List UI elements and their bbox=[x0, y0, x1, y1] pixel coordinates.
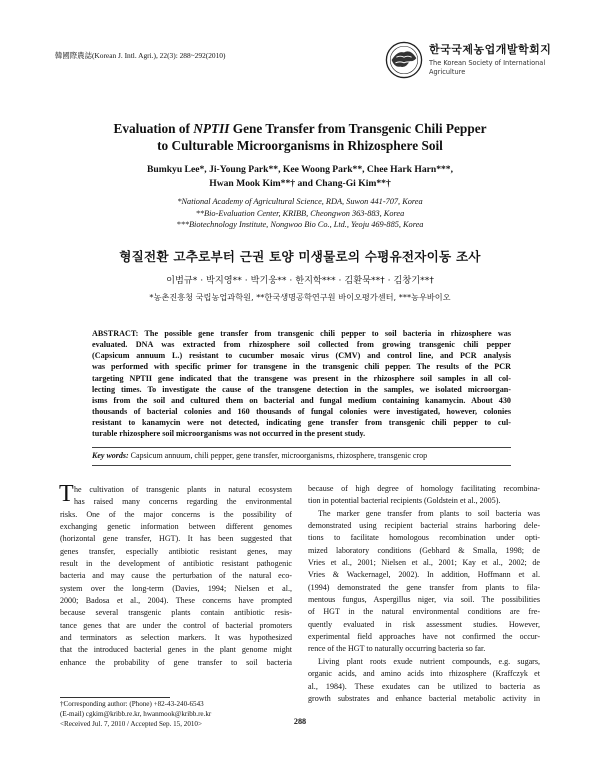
author-email: (E-mail) cgkim@kribb.re.kr, hwanmook@kribb.re.kr bbox=[60, 709, 212, 718]
abstract-line: was performed with specific primer for transgene in the transgenic chili pepper. The results of the PCR bbox=[92, 362, 511, 372]
abstract-line: isms from the soil and cultured them on bacterial and fungal medium containing kanamycin. About 430 bbox=[92, 395, 511, 405]
society-name-english-line2: Agriculture bbox=[429, 68, 466, 76]
korean-affiliations: *농촌진흥청 국립농업과학원, **한국생명공학연구원 바이오평가센터, ***농우바이오 bbox=[149, 292, 451, 302]
body-line: and terminators as selection markers. It was hypothesized bbox=[60, 633, 292, 643]
keywords bbox=[92, 451, 511, 460]
page-number: 288 bbox=[293, 717, 307, 726]
authors-line2: Hwan Mook Kim**† and Chang-Gi Kim**† bbox=[209, 178, 391, 189]
corresponding-author: †Corresponding author: (Phone) +82-43-240-6543 bbox=[60, 700, 204, 708]
drop-cap: T bbox=[59, 481, 74, 507]
body-column-left bbox=[59, 481, 292, 669]
body-line: (1994) demonstrated the gene transfer from plants to fila- bbox=[308, 582, 540, 592]
keywords-rule-bottom bbox=[92, 465, 511, 466]
body-line: that the introduced bacterial genes in the plant genome might bbox=[60, 645, 292, 655]
body-line: because of high degree of homology facilitating recombina- bbox=[308, 484, 540, 493]
body-line: mized laboratory conditions (Gebhard & Smalla, 1998; de bbox=[308, 545, 540, 555]
author-list bbox=[40, 163, 560, 191]
body-line: organic acids, and amino acids into rhizosphere (Kraffczyk et bbox=[308, 669, 540, 679]
body-line: system over the long-term (Davies, 1994; Nielsen et al., bbox=[60, 583, 292, 593]
affiliation-2: **Bio-Evaluation Center, KRIBB, Cheongwon 363-883, Korea bbox=[195, 208, 405, 218]
body-line: has raised many concerns regarding the environmental bbox=[74, 497, 292, 507]
affiliation-1: *National Academy of Agricultural Science, RDA, Suwon 441-707, Korea bbox=[177, 197, 423, 206]
body-line: he cultivation of transgenic plants in natural ecosystem bbox=[74, 485, 292, 494]
authors-line1: Bumkyu Lee*, Ji-Young Park**, Kee Woong Park**, Chee Hark Harn***, bbox=[146, 164, 454, 175]
title-gene-name: NPTII bbox=[193, 121, 230, 136]
abstract-line: lecting times. To investigate the cause of the transgene detection in the samples, we isolated microorgan- bbox=[92, 384, 511, 394]
abstract-line: targeting NPTII gene indicated that the transgene was present in the rhizosphere soil samples in all col- bbox=[92, 373, 511, 383]
body-line: rence of the HGT to naturally occurring bacteria so far. bbox=[308, 644, 486, 654]
abstract-line: evaluated. DNA was extracted from rhizosphere soil collected from growing transgenic chili pepper bbox=[92, 340, 511, 350]
body-line: al., 1984). These exudates can be utilized to bacteria as bbox=[308, 681, 540, 691]
body-line: tion in potential bacterial recipients (Goldstein et al., 2005). bbox=[308, 496, 501, 506]
abstract bbox=[92, 328, 511, 440]
journal-citation: 韓國際農誌(Korean J. Intl. Agri.), 22(3): 288~292(2010) bbox=[55, 51, 226, 60]
keywords-rule-top bbox=[92, 447, 511, 448]
body-line: tance genes that are under the control of bacterial promoters bbox=[60, 620, 292, 630]
body-line: growth substrates and enhance bacterial metabolic activity in bbox=[308, 693, 540, 703]
abstract-line: ABSTRACT: The possible gene transfer from transgenic chili pepper to soil bacteria in rhizosphere was bbox=[92, 329, 511, 338]
body-line: bacteria and may cause the perturbation of the natural eco- bbox=[60, 571, 292, 581]
affiliation-3: ***Biotechnology Institute, Nongwoo Bio Co., Ltd., Yeoju 469-885, Korea bbox=[176, 220, 424, 229]
body-line: Vries & Wackernagel, 2002). In addition, Hoffmann et al. bbox=[308, 570, 540, 580]
body-line: quently evaluated in risk assessment studies. However, bbox=[308, 619, 540, 629]
paper-title bbox=[40, 121, 560, 154]
body-column-right bbox=[308, 483, 540, 705]
korean-title: 형질전환 고추로부터 근권 토양 미생물로의 수평유전자이동 조사 bbox=[119, 249, 481, 264]
body-line: result in the development of antibiotic resistant pathogenic bbox=[60, 559, 292, 569]
body-line: risks. One of the major concerns is the possibility of bbox=[60, 509, 292, 519]
footnote-rule bbox=[60, 697, 170, 698]
body-line: mentous fungus, Aspergillus niger, via soil. The possibilities bbox=[308, 595, 540, 605]
keywords-text: Capsicum annuum, chili pepper, gene transfer, microorganisms, rhizosphere, transgenic crop bbox=[128, 451, 428, 460]
abstract-line: thousands of bacterial colonies and 160 thousands of fungal colonies were investigated, however, colonies bbox=[92, 407, 511, 417]
body-line: exchanging genetic information between different genomes bbox=[60, 522, 292, 532]
title-suffix: Gene Transfer from Transgenic Chili Pepper bbox=[229, 121, 487, 136]
body-line: The marker gene transfer from plants to soil bacteria was bbox=[318, 508, 540, 518]
body-line: Living plant roots exude nutrient compounds, e.g. sugars, bbox=[318, 656, 540, 666]
body-line: genes transfer, especially antibiotic resistant genes, may bbox=[60, 546, 292, 556]
body-line: (horizontal gene transfer, HGT). It has been suggested that bbox=[60, 534, 292, 544]
abstract-line: (Capsicum annuum L.) resistant to cucumber mosaic virus (CMV) and control line, and PCR analysis bbox=[92, 351, 511, 361]
body-line: tions to facilitate homologous recombination under opti- bbox=[308, 533, 540, 543]
received-dates: <Received Jul. 7, 2010 / Accepted Sep. 15, 2010> bbox=[60, 719, 202, 728]
abstract-label: ABSTRACT: bbox=[92, 329, 139, 338]
body-line: demonstrated using recipient bacterial strains harboring dele- bbox=[308, 521, 540, 531]
title-prefix: Evaluation of bbox=[113, 121, 194, 136]
society-logo-icon bbox=[385, 41, 423, 79]
abstract-line: resistant to kanamycin were not detected, indicating gene transfer from transgenic chili pepper to cul- bbox=[92, 418, 511, 428]
keywords-label: Key words: bbox=[92, 451, 129, 460]
body-line: of HGT in the natural environmental conditions are fre- bbox=[308, 607, 540, 617]
society-name-korean: 한국국제농업개발학회지 bbox=[429, 43, 552, 56]
abstract-line: turable rhizosphere soil microorganisms was not occurred in the present study. bbox=[92, 429, 366, 439]
society-name-english-line1: The Korean Society of International bbox=[429, 59, 546, 67]
body-line: Vries et al., 2001; Nielsen et al., 2001; Kay et al., 2002; de bbox=[308, 558, 540, 568]
body-line: experimental field approaches have not confirmed the occur- bbox=[308, 632, 540, 642]
body-line: enhance the probability of gene transfer to soil bacteria bbox=[60, 657, 292, 667]
title-line2: to Culturable Microorganisms in Rhizosphere Soil bbox=[157, 137, 443, 153]
korean-authors: 이범규* · 박지영** · 박기웅** · 한지학*** · 김환묵**† · 김창기**† bbox=[166, 275, 434, 286]
body-line: because several transgenic plants contain antibiotic resis- bbox=[60, 608, 292, 618]
body-line: 2000; Badosa et al., 2004). These concerns have prompted bbox=[60, 596, 292, 606]
affiliations bbox=[40, 196, 560, 231]
society-header bbox=[385, 40, 555, 84]
